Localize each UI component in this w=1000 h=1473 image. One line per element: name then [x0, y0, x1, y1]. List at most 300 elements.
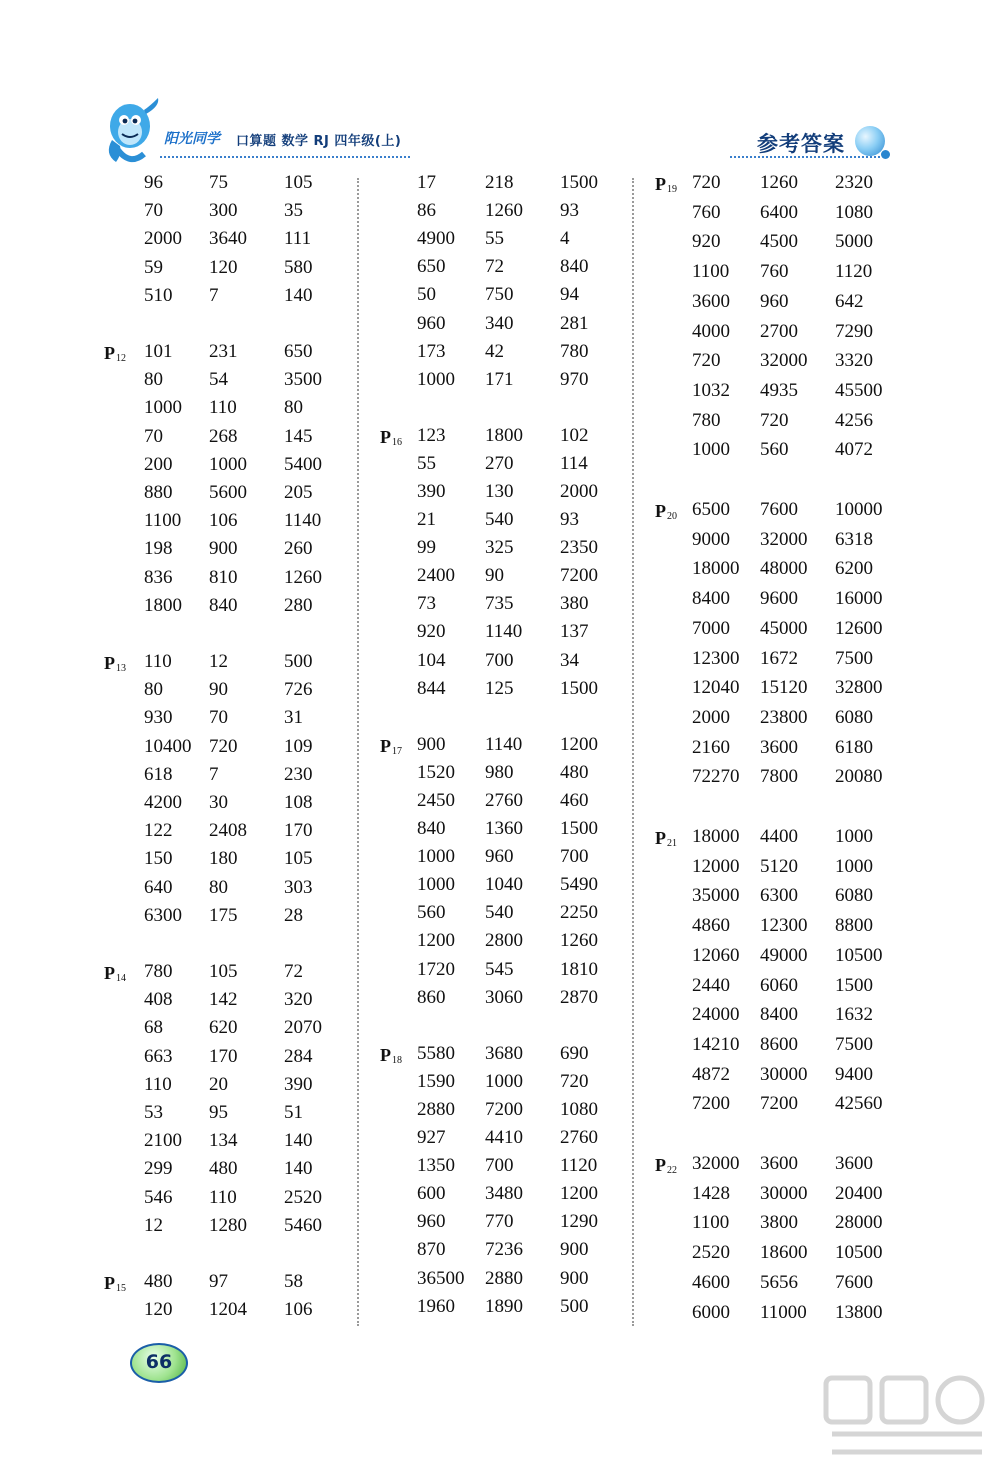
- book-subtitle: 口算题 数学 RJ 四年级(上): [236, 134, 402, 149]
- answer-value: 3600: [760, 1153, 798, 1174]
- brand-name: 阳光同学: [164, 131, 220, 147]
- answer-row: [104, 1215, 354, 1243]
- answer-value: 80: [284, 397, 303, 419]
- answer-value: 30000: [760, 1063, 808, 1085]
- answer-value: 325: [485, 537, 514, 559]
- answer-value: 110: [144, 1073, 172, 1095]
- answer-row: [655, 856, 905, 886]
- answer-value: 5400: [284, 453, 322, 475]
- answer-value: 7: [209, 763, 219, 785]
- answer-value: 5490: [560, 874, 598, 896]
- answer-row: [655, 529, 905, 559]
- answer-value: 1120: [560, 1155, 598, 1177]
- answer-value: 1000: [692, 439, 730, 461]
- answer-value: 299: [144, 1158, 173, 1180]
- answer-value: 105: [284, 172, 313, 193]
- answer-value: 200: [144, 453, 173, 475]
- answer-value: 480: [209, 1158, 238, 1180]
- answer-value: 780: [692, 409, 721, 431]
- answer-value: 55: [417, 452, 436, 474]
- answer-value: 7000: [692, 617, 730, 639]
- answer-row: [104, 651, 354, 679]
- page-number: 66: [145, 1351, 173, 1373]
- answer-value: 42: [485, 340, 504, 362]
- answer-value: 2250: [560, 902, 598, 924]
- answer-value: 2520: [692, 1242, 730, 1264]
- answer-value: 1000: [417, 874, 455, 896]
- answer-row: [380, 1099, 630, 1127]
- answer-value: 49000: [760, 944, 808, 966]
- answer-value: 1500: [560, 677, 598, 699]
- answer-value: 2870: [560, 986, 598, 1008]
- page-reference-letter: P: [380, 426, 391, 447]
- answer-value: 1100: [144, 510, 182, 532]
- answer-row: [380, 256, 630, 284]
- answer-value: 1000: [835, 826, 873, 847]
- answer-value: 1360: [485, 818, 523, 840]
- answer-row: [655, 1242, 905, 1272]
- answer-row: [655, 1153, 905, 1183]
- page-reference-letter: P: [655, 828, 666, 848]
- answer-value: 170: [209, 1045, 238, 1067]
- answer-value: 900: [209, 538, 238, 560]
- answer-row: [655, 677, 905, 707]
- answer-value: 1260: [760, 172, 798, 193]
- page-reference-letter: P: [655, 174, 666, 194]
- answer-value: 600: [417, 1183, 446, 1205]
- answer-row: [380, 930, 630, 958]
- answer-value: 1720: [417, 958, 455, 980]
- answer-value: 2408: [209, 820, 247, 842]
- answer-value: 4400: [760, 826, 798, 847]
- answer-value: 16000: [835, 588, 883, 610]
- answer-value: 546: [144, 1186, 173, 1208]
- answer-value: 53: [144, 1102, 163, 1123]
- answer-value: 231: [209, 341, 238, 362]
- page-reference-letter: P: [104, 963, 115, 983]
- answer-value: 12600: [835, 617, 883, 639]
- answer-value: 35: [284, 200, 303, 222]
- answer-row: [104, 397, 354, 425]
- answer-value: 2880: [417, 1098, 455, 1120]
- answer-row: [104, 792, 354, 820]
- answer-row: [380, 453, 630, 481]
- answer-row: [655, 380, 905, 410]
- answer-value: 6080: [835, 885, 873, 907]
- answer-value: 840: [417, 818, 446, 840]
- answer-value: 1260: [485, 200, 523, 222]
- answer-row: [380, 593, 630, 621]
- answer-value: 810: [209, 566, 238, 588]
- answer-value: 2700: [760, 320, 798, 342]
- answer-row: [104, 538, 354, 566]
- answer-value: 12300: [692, 647, 740, 669]
- answer-value: 20080: [835, 766, 883, 788]
- answer-value: 735: [485, 593, 514, 615]
- answer-value: 750: [485, 284, 514, 306]
- answer-value: 13800: [835, 1301, 883, 1323]
- answer-value: 12040: [692, 677, 740, 699]
- answer-value: 1140: [485, 733, 523, 755]
- answer-value: 12000: [692, 855, 740, 877]
- answer-row: [104, 172, 354, 200]
- answer-value: 4256: [835, 409, 873, 431]
- page-reference-letter: P: [655, 1155, 666, 1175]
- answer-row: [655, 915, 905, 945]
- answer-value: 3500: [284, 369, 322, 391]
- answer-value: 1204: [209, 1299, 247, 1321]
- answer-value: 1080: [835, 201, 873, 223]
- answer-value: 663: [144, 1045, 173, 1067]
- answer-value: 6300: [760, 885, 798, 907]
- answer-value: 198: [144, 538, 173, 560]
- answer-value: 3680: [485, 1042, 523, 1064]
- answer-value: 10000: [835, 499, 883, 520]
- answer-row: [380, 734, 630, 762]
- answer-value: 390: [417, 480, 446, 502]
- answer-value: 114: [560, 452, 588, 474]
- answer-value: 3480: [485, 1183, 523, 1205]
- answer-value: 1000: [209, 453, 247, 475]
- answer-row: [380, 1127, 630, 1155]
- answer-row: [655, 202, 905, 232]
- answer-value: 540: [485, 509, 514, 531]
- answer-value: 110: [144, 651, 172, 672]
- answer-row: [104, 1187, 354, 1215]
- answer-row: [655, 707, 905, 737]
- answer-value: 2000: [144, 228, 182, 250]
- answer-row: [380, 509, 630, 537]
- answer-value: 218: [485, 172, 514, 193]
- answer-value: 920: [417, 621, 446, 643]
- answer-value: 1200: [560, 1183, 598, 1205]
- answer-value: 780: [560, 340, 589, 362]
- answer-value: 700: [560, 846, 589, 868]
- answer-value: 930: [144, 707, 173, 729]
- answer-value: 303: [284, 876, 313, 898]
- answer-value: 20400: [835, 1182, 883, 1204]
- answer-value: 3640: [209, 228, 247, 250]
- answer-row: [655, 1302, 905, 1332]
- answer-row: [104, 679, 354, 707]
- answer-value: 48000: [760, 558, 808, 580]
- answer-value: 7: [209, 284, 219, 306]
- answer-value: 125: [485, 677, 514, 699]
- answer-row: [655, 1093, 905, 1123]
- answer-value: 690: [560, 1042, 589, 1064]
- answer-value: 7600: [760, 499, 798, 520]
- answer-row: [655, 350, 905, 380]
- answer-value: 2160: [692, 736, 730, 758]
- answer-value: 171: [485, 368, 514, 390]
- page-reference-letter: P: [104, 1273, 115, 1293]
- answer-value: 104: [417, 649, 446, 671]
- answer-value: 6300: [144, 904, 182, 926]
- answer-row: [380, 846, 630, 874]
- answer-value: 70: [144, 425, 163, 447]
- answer-value: 1280: [209, 1214, 247, 1236]
- answer-value: 75: [209, 172, 228, 193]
- answer-value: 150: [144, 848, 173, 870]
- answer-value: 900: [417, 733, 446, 755]
- answer-row: [380, 1239, 630, 1267]
- answer-row: [655, 439, 905, 469]
- answer-row: [655, 737, 905, 767]
- answer-value: 34: [560, 649, 579, 671]
- answer-row: [104, 341, 354, 369]
- answer-value: 4600: [692, 1271, 730, 1293]
- answer-value: 920: [692, 231, 721, 253]
- answer-value: 2760: [560, 1127, 598, 1149]
- answer-row: [380, 228, 630, 256]
- answer-value: 80: [209, 876, 228, 898]
- answer-value: 50: [417, 284, 436, 306]
- page-header: [0, 0, 1000, 175]
- answer-value: 480: [560, 761, 589, 783]
- section-title: 参考答案: [757, 132, 845, 156]
- answer-value: 1100: [692, 1212, 730, 1234]
- answer-value: 4410: [485, 1127, 523, 1149]
- answer-value: 1500: [835, 974, 873, 996]
- answer-value: 5600: [209, 482, 247, 503]
- page-reference-number: 21: [667, 838, 677, 849]
- answer-row: [104, 707, 354, 735]
- answer-value: 3800: [760, 1212, 798, 1234]
- answer-row: [655, 1212, 905, 1242]
- answer-value: 35000: [692, 885, 740, 907]
- answer-value: 6500: [692, 499, 730, 520]
- answer-value: 770: [485, 1211, 514, 1233]
- answer-row: [655, 291, 905, 321]
- answer-value: 105: [209, 961, 238, 982]
- answer-value: 1890: [485, 1295, 523, 1317]
- answer-row: [655, 588, 905, 618]
- answer-row: [655, 231, 905, 261]
- answer-value: 1260: [284, 566, 322, 588]
- answer-value: 927: [417, 1127, 446, 1149]
- answer-value: 120: [209, 256, 238, 278]
- answer-value: 1500: [560, 818, 598, 840]
- answer-value: 55: [485, 228, 504, 250]
- answer-value: 4000: [692, 320, 730, 342]
- answer-value: 840: [209, 594, 238, 616]
- answer-value: 1500: [560, 172, 598, 193]
- answer-row: [380, 284, 630, 312]
- answer-value: 18000: [692, 826, 740, 847]
- answer-value: 650: [284, 341, 313, 362]
- answer-value: 640: [144, 876, 173, 898]
- answer-value: 7600: [835, 1271, 873, 1293]
- answer-value: 500: [284, 651, 313, 672]
- answer-value: 700: [485, 1155, 514, 1177]
- answer-value: 58: [284, 1271, 303, 1292]
- answer-row: [104, 1017, 354, 1045]
- answer-value: 844: [417, 677, 446, 699]
- page-reference-number: 18: [392, 1054, 402, 1066]
- answer-row: [655, 1064, 905, 1094]
- answer-value: 17: [417, 172, 436, 193]
- answer-row: [380, 818, 630, 846]
- answer-row: [104, 369, 354, 397]
- answer-value: 2000: [692, 706, 730, 728]
- answer-row: [104, 200, 354, 228]
- answer-value: 68: [144, 1017, 163, 1039]
- answer-value: 2070: [284, 1017, 322, 1039]
- answer-value: 80: [144, 369, 163, 391]
- answer-row: [380, 369, 630, 397]
- answer-value: 3600: [835, 1153, 873, 1174]
- answer-value: 10400: [144, 735, 192, 757]
- answer-row: [380, 425, 630, 453]
- page-reference-letter: P: [380, 735, 391, 756]
- answer-value: 6060: [760, 974, 798, 996]
- page-reference-number: 12: [116, 353, 126, 364]
- answer-value: 780: [144, 961, 173, 982]
- answer-value: 90: [485, 565, 504, 587]
- answer-value: 760: [760, 261, 789, 283]
- answer-row: [655, 321, 905, 351]
- answer-value: 10500: [835, 1242, 883, 1264]
- answer-value: 720: [692, 172, 721, 193]
- answer-value: 960: [417, 1211, 446, 1233]
- answer-value: 120: [144, 1299, 173, 1321]
- answer-value: 280: [284, 594, 313, 616]
- answer-value: 860: [417, 986, 446, 1008]
- page-reference-letter: P: [104, 343, 115, 363]
- answer-row: [655, 1183, 905, 1213]
- answer-value: 880: [144, 482, 173, 503]
- answer-value: 281: [560, 312, 589, 334]
- answer-value: 72: [284, 961, 303, 982]
- answer-value: 720: [560, 1070, 589, 1092]
- answer-value: 7200: [560, 565, 598, 587]
- answer-value: 2350: [560, 537, 598, 559]
- answer-row: [104, 1130, 354, 1158]
- answer-row: [104, 510, 354, 538]
- answer-value: 545: [485, 958, 514, 980]
- answer-value: 9600: [760, 588, 798, 610]
- answer-value: 8800: [835, 915, 873, 937]
- answer-value: 45000: [760, 617, 808, 639]
- answer-value: 7200: [485, 1098, 523, 1120]
- answer-value: 540: [485, 902, 514, 924]
- answer-value: 122: [144, 820, 173, 842]
- answer-value: 1100: [692, 261, 730, 283]
- answer-value: 230: [284, 763, 313, 785]
- answer-value: 4900: [417, 228, 455, 250]
- answer-row: [655, 885, 905, 915]
- answer-row: [655, 172, 905, 202]
- answer-row: [380, 341, 630, 369]
- answer-value: 142: [209, 989, 238, 1011]
- answer-value: 173: [417, 340, 446, 362]
- answer-row: [104, 877, 354, 905]
- answer-value: 7500: [835, 1033, 873, 1055]
- answer-row: [104, 736, 354, 764]
- answer-value: 580: [284, 256, 313, 278]
- answer-value: 90: [209, 679, 228, 701]
- answer-value: 1040: [485, 874, 523, 896]
- answer-value: 2520: [284, 1186, 322, 1208]
- answer-row: [104, 848, 354, 876]
- answer-value: 175: [209, 904, 238, 926]
- answer-value: 1672: [760, 647, 798, 669]
- answer-row: [104, 1271, 354, 1299]
- answer-row: [380, 874, 630, 902]
- answer-row: [104, 567, 354, 595]
- answer-value: 109: [284, 735, 313, 757]
- answer-value: 408: [144, 989, 173, 1011]
- answer-value: 980: [485, 761, 514, 783]
- answer-value: 1200: [417, 930, 455, 952]
- answer-value: 7290: [835, 320, 873, 342]
- column-divider: [357, 178, 359, 1326]
- answer-row: [104, 1074, 354, 1102]
- answer-value: 95: [209, 1102, 228, 1123]
- column-divider: [632, 178, 634, 1326]
- answer-value: 106: [209, 510, 238, 532]
- answer-value: 1200: [560, 733, 598, 755]
- answer-value: 560: [760, 439, 789, 461]
- answer-row: [380, 1211, 630, 1239]
- answer-value: 70: [209, 707, 228, 729]
- answer-value: 270: [485, 452, 514, 474]
- answer-value: 12300: [760, 915, 808, 937]
- answer-value: 8400: [692, 588, 730, 610]
- answer-row: [655, 618, 905, 648]
- answer-value: 105: [284, 848, 313, 870]
- answer-value: 1800: [144, 594, 182, 616]
- answer-value: 18600: [760, 1242, 808, 1264]
- answer-value: 2880: [485, 1267, 523, 1289]
- answer-row: [380, 987, 630, 1015]
- answer-row: [655, 261, 905, 291]
- answer-value: 80: [144, 679, 163, 701]
- answer-value: 1632: [835, 1004, 873, 1026]
- answer-value: 24000: [692, 1004, 740, 1026]
- answer-value: 97: [209, 1271, 228, 1292]
- answer-value: 108: [284, 792, 313, 813]
- page-reference-number: 22: [667, 1165, 677, 1176]
- answer-row: [380, 678, 630, 706]
- answer-value: 1000: [485, 1070, 523, 1092]
- answer-row: [104, 1299, 354, 1327]
- answer-row: [380, 172, 630, 200]
- answer-row: [655, 766, 905, 796]
- answer-value: 1428: [692, 1182, 730, 1204]
- answer-value: 12060: [692, 944, 740, 966]
- answer-value: 72: [485, 256, 504, 278]
- answer-row: [655, 1004, 905, 1034]
- answer-value: 140: [284, 1158, 313, 1180]
- answer-value: 390: [284, 1073, 313, 1095]
- answer-row: [104, 228, 354, 256]
- answer-value: 1140: [485, 621, 523, 643]
- answer-value: 8400: [760, 1004, 798, 1026]
- dot-icon: [881, 150, 890, 159]
- answer-value: 900: [560, 1267, 589, 1289]
- answer-value: 268: [209, 425, 238, 447]
- header-divider: [160, 156, 410, 158]
- answer-value: 2450: [417, 789, 455, 811]
- answer-row: [380, 1296, 630, 1324]
- answer-row: [380, 481, 630, 509]
- answer-row: [104, 426, 354, 454]
- answer-value: 21: [417, 509, 436, 531]
- answer-value: 7200: [692, 1093, 730, 1115]
- answer-value: 140: [284, 284, 313, 306]
- answer-value: 140: [284, 1130, 313, 1152]
